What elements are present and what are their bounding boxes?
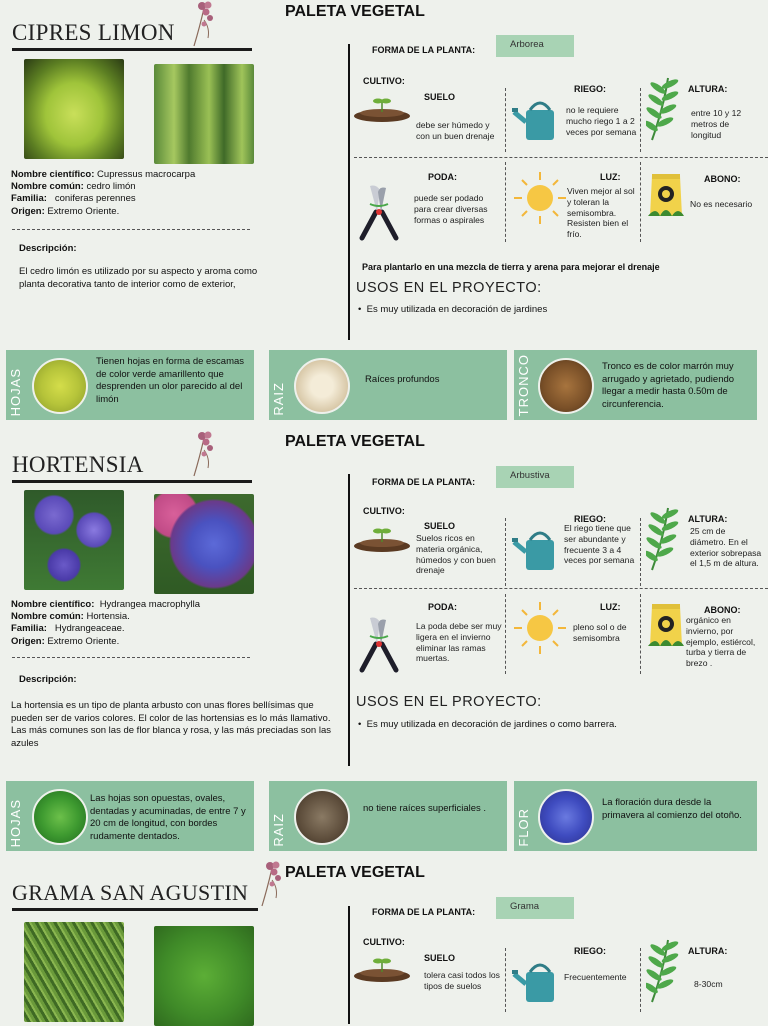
origin-value: Extremo Oriente.	[47, 205, 120, 217]
plant-photo-1	[24, 59, 124, 159]
title-underline	[12, 48, 252, 51]
feature-box-hojas	[6, 781, 254, 851]
soil-sprout-icon	[354, 956, 412, 984]
divider	[12, 657, 250, 658]
vertical-divider	[348, 474, 350, 766]
sci-value: Cupressus macrocarpa	[97, 169, 196, 180]
sci-value: Hydrangea macrophylla	[99, 599, 201, 610]
common-label: Nombre común:	[11, 611, 84, 623]
vertical-divider	[348, 906, 350, 1024]
altura-text: entre 10 y 12 metros de longitud	[691, 108, 742, 140]
riego-label: RIEGO:	[574, 84, 607, 94]
feature-box-flor	[514, 781, 757, 851]
flower-ornament-icon	[188, 0, 218, 48]
usos-text: Es muy utilizada en decoración de jardines o como barrera.	[366, 719, 617, 730]
pruning-shears-icon	[356, 614, 406, 674]
forma-badge: Arbustiva	[496, 466, 574, 488]
usos-heading: USOS EN EL PROYECTO:	[356, 280, 542, 296]
description-text: La hortensia es un tipo de planta arbusto con unas flores bellísimas que pueden ser de varios colores. El color de las hortensias es lo más llamativo. Las más comunes son las de flor blanca y rosa, y las más preciadas son las azules	[11, 700, 331, 749]
forma-label: FORMA DE LA PLANTA:	[372, 45, 476, 55]
usos-text: Es muy utilizada en decoración de jardines	[366, 304, 548, 315]
title-underline	[12, 480, 252, 483]
box-text: Raíces profundos	[365, 374, 440, 385]
suelo-text: tolera casi todos los tipos de suelos	[424, 970, 500, 991]
root-photo	[294, 358, 350, 414]
flower-photo	[538, 789, 594, 845]
plant-photo-2	[154, 64, 254, 164]
box-text: Las hojas son opuestas, ovales, dentadas y acuminadas, de entre 7 y 20 cm de longitud, con bordes rudamente dentados.	[90, 793, 246, 842]
pruning-shears-icon	[356, 182, 406, 242]
sci-label: Nombre científico:	[11, 599, 95, 610]
forma-label: FORMA DE LA PLANTA:	[372, 907, 476, 917]
common-value: cedro limón	[86, 181, 136, 193]
section-title: PALETA VEGETAL	[285, 3, 425, 20]
family-value: coniferas perennes	[54, 193, 136, 205]
riego-text: Frecuentemente	[564, 972, 627, 982]
box-label: FLOR	[516, 808, 531, 847]
plant-photo-1	[24, 490, 124, 590]
cell-divider	[640, 88, 641, 152]
altura-text: 25 cm de diámetro. En el exterior sobrepasa el 1,5 m de altura.	[690, 526, 762, 569]
title-underline	[12, 908, 258, 911]
box-label: TRONCO	[516, 353, 531, 416]
vertical-divider	[348, 44, 350, 340]
suelo-label: SUELO	[424, 92, 456, 102]
plant-photo-2	[154, 926, 254, 1026]
plant-name: CIPRES LIMON	[12, 20, 175, 45]
poda-label: PODA:	[428, 602, 457, 612]
origin-label: Origen:	[11, 205, 45, 217]
altura-label: ALTURA:	[688, 84, 728, 94]
forma-label: FORMA DE LA PLANTA:	[372, 477, 476, 487]
altura-label: ALTURA:	[688, 514, 728, 524]
riego-text: no le requiere mucho riego 1 a 2 veces por semana	[566, 105, 637, 137]
box-text: La floración dura desde la primavera al comienzo del otoño.	[602, 797, 742, 821]
feature-box-tronco	[514, 350, 757, 420]
section-title: PALETA VEGETAL	[285, 864, 425, 881]
root-photo	[294, 789, 350, 845]
family-value: Hydrangeaceae.	[54, 623, 125, 635]
plant-info	[11, 169, 195, 218]
poda-text: puede ser podado para crear diversas formas o aspirales	[414, 193, 488, 225]
leaf-icon	[646, 506, 680, 574]
leaf-icon	[646, 76, 680, 144]
sun-icon	[514, 602, 566, 654]
plant-name: GRAMA SAN AGUSTIN	[12, 880, 249, 905]
box-text: Tronco es de color marrón muy arrugado y agrietado, pudiendo llegar a medir hasta 0.50m de circunferencia.	[602, 361, 735, 410]
description-heading: Descripción:	[19, 243, 77, 254]
plant-section-hortensia	[0, 430, 768, 860]
usos-item: • Es muy utilizada en decoración de jardines	[358, 304, 548, 315]
cell-divider	[505, 948, 506, 1012]
cultivo-label: CULTIVO:	[363, 937, 405, 947]
plant-section-cipres	[0, 0, 768, 430]
soil-sprout-icon	[354, 96, 412, 124]
cell-divider	[505, 594, 506, 674]
cultivo-label: CULTIVO:	[363, 506, 405, 516]
cell-divider	[640, 162, 641, 242]
altura-label: ALTURA:	[688, 946, 728, 956]
suelo-text: Suelos ricos en materia orgánica, húmedos y con buen drenaje	[416, 533, 496, 576]
fertilizer-bag-icon	[646, 602, 686, 648]
watering-can-icon	[512, 526, 560, 574]
riego-label: RIEGO:	[574, 946, 607, 956]
box-label: RAIZ	[271, 813, 286, 847]
family-label: Familia:	[11, 623, 47, 635]
abono-text: orgánico en invierno, por ejemplo, estiércol, turba y tierra de brezo .	[686, 615, 756, 669]
feature-box-raiz	[269, 350, 507, 420]
common-value: Hortensia.	[86, 611, 130, 623]
leaf-photo	[32, 358, 88, 414]
abono-label: ABONO:	[704, 174, 741, 184]
family-label: Familia:	[11, 193, 47, 205]
flower-ornament-icon	[188, 430, 218, 478]
plant-photo-2	[154, 494, 254, 594]
riego-text: El riego tiene que ser abundante y frecuente 3 a 4 veces por semana	[564, 523, 635, 566]
suelo-label: SUELO	[424, 953, 456, 963]
cell-divider	[505, 162, 506, 242]
suelo-text: debe ser húmedo y con un buen drenaje	[416, 120, 495, 141]
cell-divider	[640, 518, 641, 586]
sci-label: Nombre científico:	[11, 169, 95, 180]
box-text: no tiene raíces superficiales .	[363, 803, 487, 814]
plant-section-grama	[0, 860, 768, 1024]
poda-text: La poda debe ser muy ligera en el invierno eliminar las ramas muertas.	[416, 621, 502, 664]
luz-text: Viven mejor al sol y toleran la semisombra. Resisten bien el frío.	[567, 186, 635, 240]
leaf-icon	[646, 938, 680, 1006]
description-heading: Descripción:	[19, 674, 77, 685]
box-label: RAIZ	[271, 382, 286, 416]
soil-sprout-icon	[354, 526, 412, 554]
fertilizer-bag-icon	[646, 172, 686, 218]
cultivo-label: CULTIVO:	[363, 76, 405, 86]
watering-can-icon	[512, 96, 560, 144]
poda-label: PODA:	[428, 172, 457, 182]
usos-heading: USOS EN EL PROYECTO:	[356, 694, 542, 710]
luz-text: pleno sol o de semisombra	[573, 622, 627, 643]
cell-divider	[640, 948, 641, 1012]
row-divider	[354, 588, 768, 589]
riego-label: RIEGO:	[574, 514, 607, 524]
section-title: PALETA VEGETAL	[285, 433, 425, 450]
box-text: Tienen hojas en forma de escamas de color verde amarillento que desprenden un olor parecido al del limón	[96, 356, 245, 405]
trunk-photo	[538, 358, 594, 414]
luz-label: LUZ:	[600, 602, 621, 612]
luz-label: LUZ:	[600, 172, 621, 182]
feature-box-raiz	[269, 781, 507, 851]
plant-info	[11, 599, 200, 648]
origin-label: Origen:	[11, 635, 45, 647]
box-label: HOJAS	[8, 798, 23, 847]
box-label: HOJAS	[8, 367, 23, 416]
forma-badge: Arborea	[496, 35, 574, 57]
leaf-photo	[32, 789, 88, 845]
altura-text: 8-30cm	[694, 979, 723, 989]
suelo-label: SUELO	[424, 521, 456, 531]
flower-ornament-icon	[256, 860, 286, 908]
abono-text: No es necesario	[690, 199, 753, 209]
row-divider	[354, 157, 768, 158]
abono-label: ABONO:	[704, 605, 741, 615]
feature-box-hojas	[6, 350, 254, 420]
watering-can-icon	[512, 958, 560, 1006]
common-label: Nombre común:	[11, 181, 84, 193]
usos-item: • Es muy utilizada en decoración de jardines o como barrera.	[358, 719, 617, 730]
description-text: El cedro limón es utilizado por su aspecto y aroma como planta decorativa tanto de interior como de exterior,	[19, 266, 258, 290]
origin-value: Extremo Oriente.	[47, 635, 120, 647]
planting-note: Para plantarlo en una mezcla de tierra y arena para mejorar el drenaje	[362, 262, 660, 272]
divider	[12, 229, 250, 230]
plant-photo-1	[24, 922, 124, 1022]
forma-badge: Grama	[496, 897, 574, 919]
sun-icon	[514, 172, 566, 224]
cell-divider	[505, 88, 506, 152]
cell-divider	[640, 594, 641, 674]
plant-name: HORTENSIA	[12, 452, 144, 477]
cell-divider	[505, 518, 506, 586]
